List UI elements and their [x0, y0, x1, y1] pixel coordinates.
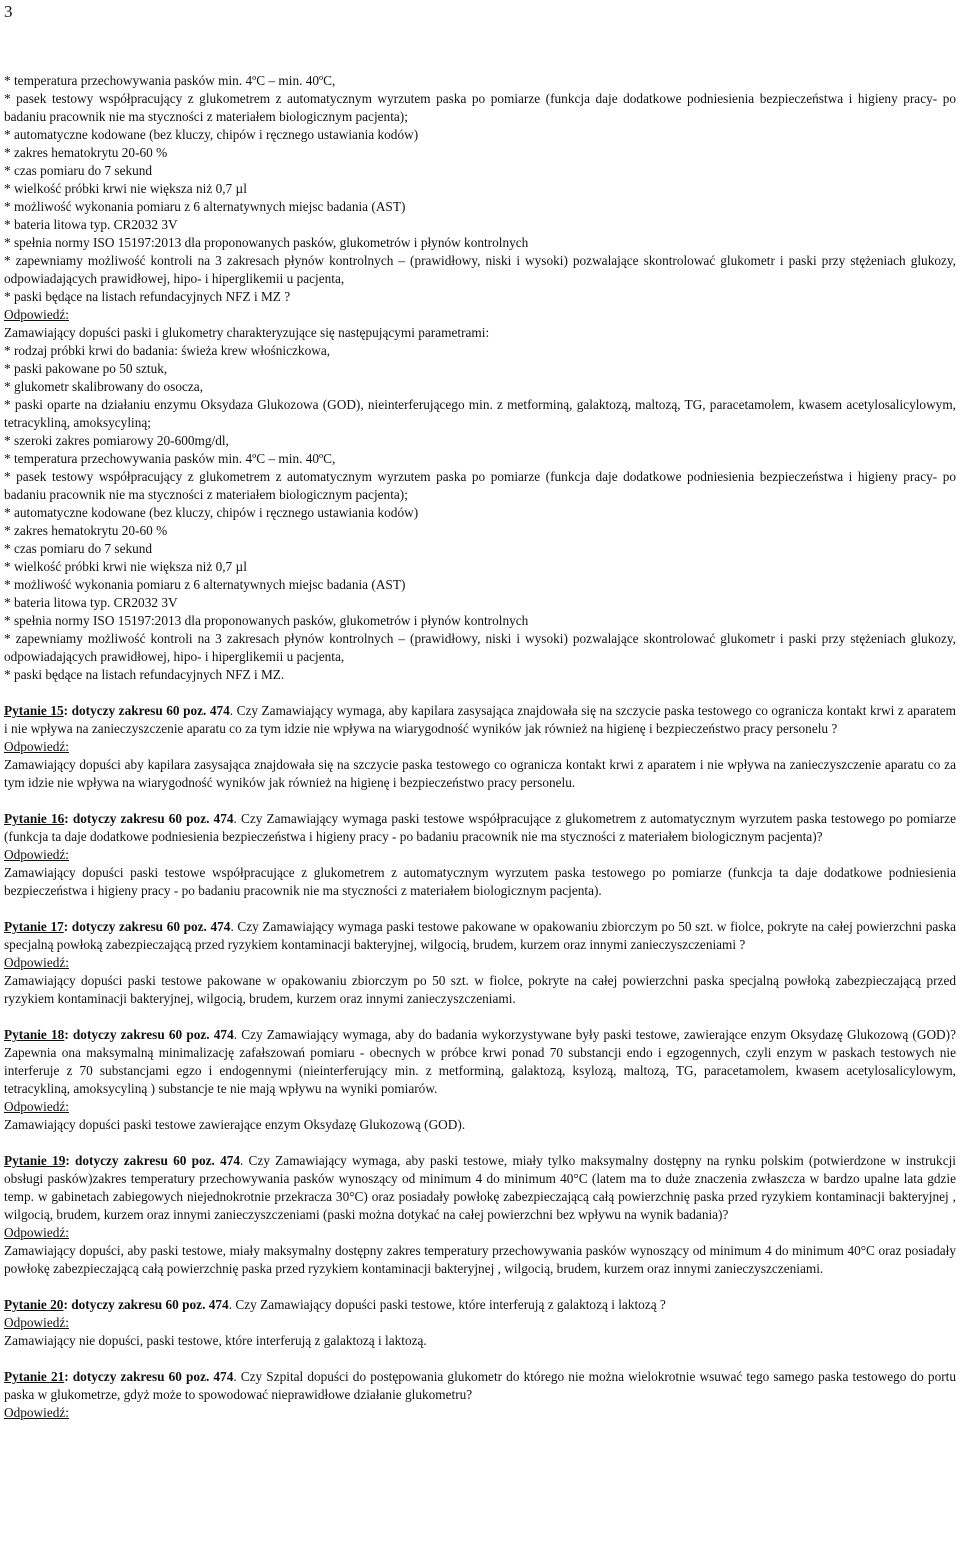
question-text: . Czy Zamawiający wymaga, aby do badania wykorzystywane były paski testowe, zawierające enzym Oksydazę Glukozową (GOD)? Zapewnia ona maksymalną minimalizację zafałszowań pomiaru - obecnych w próbce krwi ponad 70 substancji endo i egzogennych, czyli enzym w paskach testowych nie interferuje z 70 substancjami egzo i endogennymi (nieinterferujący min. z metforminą, galaktozą, ksylozą, maltozą, TG, paracetamolem, kwasem acetylosalicylowym, tetracykliną, amoksycyliną ) substancje te nie mają wpływu na wyniki pomiarów. [4, 1027, 956, 1096]
section-gap [4, 900, 956, 918]
question-paragraph [4, 918, 956, 954]
question-label: Pytanie 20 [4, 1297, 64, 1312]
question-paragraph [4, 810, 956, 846]
answer-label: Odpowiedź: [4, 1405, 69, 1420]
answer-line: * temperatura przechowywania pasków min. 4ºC – min. 40ºC, [4, 451, 336, 466]
answer-line: * bateria litowa typ. CR2032 3V [4, 595, 178, 610]
question-paragraph [4, 1368, 956, 1404]
answer-label: Odpowiedź: [4, 1099, 69, 1114]
question-heading [4, 1369, 233, 1384]
section-gap [4, 684, 956, 702]
question-19 [4, 1152, 956, 1278]
requirement-line: * wielkość próbki krwi nie większa niż 0,7 µl [4, 181, 247, 196]
question-label: Pytanie 21 [4, 1369, 65, 1384]
question-paragraph [4, 1296, 956, 1314]
answer-text: Zamawiający dopuści paski testowe współpracujące z glukometrem z automatycznym wyrzutem paska testowego po pomiarze (funkcja ta daje dodatkowe podniesienia bezpieczeństwa i higieny pracy - po badaniu pracownik nie ma styczności z materiałem biologicznym pacjenta). [4, 865, 956, 898]
question-text: . Czy Zamawiający wymaga, aby paski testowe, miały tylko maksymalny dostępny na rynku polskim (potwierdzone w instrukcji obsługi pasków)zakres temperatury przechowywania pasków wynoszący od minimum 4 do minimum 40°C (latem ma to duże znaczenia zwłaszcza w bardzo upalne lata gdzie temp. w gabinetach zabiegowych niejednokrotnie przekracza 30°C) oraz posiadały powłokę zabezpieczającą całą powierzchnię paska przed ryzykiem kontaminacji bakteryjnej , wilgocią, brudem, kurzem oraz innymi zanieczyszczeniami (paski można dotykać na całej powierzchni bez wpływu na wynik badania)? [4, 1153, 956, 1222]
question-paragraph [4, 1152, 956, 1224]
question-text: . Czy Zamawiający wymaga paski testowe współpracujące z glukometrem z automatycznym wyrzutem paska testowego po pomiarze (funkcja ta daje dodatkowe podniesienia bezpieczeństwa i higieny pracy - po badaniu pracownik nie ma styczności z materiałem biologicznym pacjenta)? [4, 811, 956, 844]
question-scope: : dotyczy zakresu 60 poz. 474 [65, 1153, 241, 1168]
answer-line: Zamawiający dopuści paski i glukometry charakteryzujące się następującymi parametrami: [4, 325, 490, 340]
answer-label: Odpowiedź: [4, 739, 69, 754]
question-paragraph [4, 702, 956, 738]
question-label: Pytanie 17 [4, 919, 64, 934]
requirement-line: * zapewniamy możliwość kontroli na 3 zakresach płynów kontrolnych – (prawidłowy, niski i wysoki) pozwalające skontrolować glukometr i paski przy stężeniach glukozy, odpowiadających prawidłowej, hipo- i hiperglikemii u pacjenta, [4, 253, 956, 286]
answer-label: Odpowiedź: [4, 1225, 69, 1240]
requirement-line: * możliwość wykonania pomiaru z 6 alternatywnych miejsc badania (AST) [4, 199, 406, 214]
question-15 [4, 702, 956, 792]
requirement-line: * czas pomiaru do 7 sekund [4, 163, 153, 178]
question-scope: : dotyczy zakresu 60 poz. 474 [63, 703, 230, 718]
question-label: Pytanie 19 [4, 1153, 66, 1168]
question-heading [4, 1297, 229, 1312]
question-20 [4, 1296, 956, 1350]
answer-line: * paski pakowane po 50 sztuk, [4, 361, 168, 376]
question-heading [4, 1153, 240, 1168]
page-number: 3 [4, 2, 13, 21]
question-heading [4, 811, 234, 826]
answer-line: * możliwość wykonania pomiaru z 6 alternatywnych miejsc badania (AST) [4, 577, 406, 592]
answer-line: * paski będące na listach refundacyjnych NFZ i MZ. [4, 667, 285, 682]
requirement-line: * temperatura przechowywania pasków min. 4ºC – min. 40ºC, [4, 73, 336, 88]
question-heading [4, 703, 230, 718]
requirements-block [4, 72, 956, 684]
answer-line: * spełnia normy ISO 15197:2013 dla proponowanych pasków, glukometrów i płynów kontrolnych [4, 613, 529, 628]
answer-label: Odpowiedź: [4, 307, 69, 322]
answer-line: * zakres hematokrytu 20-60 % [4, 523, 168, 538]
requirement-line: * bateria litowa typ. CR2032 3V [4, 217, 178, 232]
question-text: . Czy Zamawiający wymaga paski testowe pakowane w opakowaniu zbiorczym po 50 szt. w fiolce, pokryte na całej powierzchni paska specjalną powłoką zabezpieczającą przed ryzykiem kontaminacji bakteryjnej, wilgocią, brudem, kurzem oraz innymi zanieczyszczeniami ? [4, 919, 957, 952]
answer-text: Zamawiający nie dopuści, paski testowe, które interferują z galaktozą i laktozą. [4, 1333, 427, 1348]
section-gap [4, 1134, 956, 1152]
answer-label: Odpowiedź: [4, 1315, 69, 1330]
answer-line: * wielkość próbki krwi nie większa niż 0,7 µl [4, 559, 247, 574]
section-gap [4, 1350, 956, 1368]
question-scope: : dotyczy zakresu 60 poz. 474 [63, 1297, 229, 1312]
question-21 [4, 1368, 956, 1422]
question-heading [4, 1027, 234, 1042]
question-text: . Czy Szpital dopuści do postępowania glukometr do którego nie można wielokrotnie wsuwać tego samego paska testowego do portu paska w glukometrze, gdyż może to spowodować nieprawidłowe działanie glukometru? [4, 1369, 956, 1402]
answer-line: * paski oparte na działaniu enzymu Oksydaza Glukozowa (GOD), nieinterferującego min. z metforminą, galaktozą, maltozą, TG, paracetamolem, kwasem acetylosalicylowym, tetracykliną, amoksycyliną; [4, 397, 956, 430]
question-scope: : dotyczy zakresu 60 poz. 474 [64, 1369, 234, 1384]
question-scope: : dotyczy zakresu 60 poz. 474 [63, 919, 231, 934]
answer-label: Odpowiedź: [4, 847, 69, 862]
answer-text: Zamawiający dopuści, aby paski testowe, miały maksymalny dostępny zakres temperatury przechowywania pasków wynoszący od minimum 4 do minimum 40°C oraz posiadały powłokę zabezpieczającą całą powierzchnię paska przed ryzykiem kontaminacji bakteryjnej , wilgocią, brudem, kurzem oraz innymi zanieczyszczeniami. [4, 1243, 956, 1276]
answer-line: * szeroki zakres pomiarowy 20-600mg/dl, [4, 433, 229, 448]
question-scope: : dotyczy zakresu 60 poz. 474 [64, 1027, 234, 1042]
answer-line: * glukometr skalibrowany do osocza, [4, 379, 204, 394]
question-label: Pytanie 16 [4, 811, 65, 826]
answer-line: * zapewniamy możliwość kontroli na 3 zakresach płynów kontrolnych – (prawidłowy, niski i wysoki) pozwalające skontrolować glukometr i paski przy stężeniach glukozy, odpowiadających prawidłowej, hipo- i hiperglikemii u pacjenta, [4, 631, 956, 664]
answer-line: * czas pomiaru do 7 sekund [4, 541, 153, 556]
document-body [4, 72, 956, 1422]
answer-line: * automatyczne kodowane (bez kluczy, chipów i ręcznego ustawiania kodów) [4, 505, 419, 520]
question-heading [4, 919, 230, 934]
requirement-line: * zakres hematokrytu 20-60 % [4, 145, 168, 160]
answer-text: Zamawiający dopuści aby kapilara zasysająca znajdowała się na szczycie paska testowego co ogranicza kontakt krwi z aparatem i nie wpływa na zanieczyszczenie aparatu co za tym idzie nie wpływa na wiarygodność wyników jak również na higienę i bezpieczeństwo pracy personelu. [4, 757, 956, 790]
answer-line: * rodzaj próbki krwi do badania: świeża krew włośniczkowa, [4, 343, 331, 358]
section-gap [4, 792, 956, 810]
question-paragraph [4, 1026, 956, 1098]
question-17 [4, 918, 956, 1008]
section-gap [4, 1008, 956, 1026]
question-scope: : dotyczy zakresu 60 poz. 474 [64, 811, 234, 826]
answer-line: * pasek testowy współpracujący z glukometrem z automatycznym wyrzutem paska po pomiarze (funkcja daje dodatkowe podniesienia bezpieczeństwa i higieny pracy- po badaniu pracownik nie ma styczności z materiałem biologicznym pacjenta); [4, 469, 956, 502]
requirement-line: * automatyczne kodowane (bez kluczy, chipów i ręcznego ustawiania kodów) [4, 127, 419, 142]
answer-text: Zamawiający dopuści paski testowe zawierające enzym Oksydazę Glukozową (GOD). [4, 1117, 466, 1132]
section-gap [4, 1278, 956, 1296]
requirement-line: * paski będące na listach refundacyjnych NFZ i MZ ? [4, 289, 291, 304]
question-18 [4, 1026, 956, 1134]
requirement-line: * spełnia normy ISO 15197:2013 dla proponowanych pasków, glukometrów i płynów kontrolnych [4, 235, 529, 250]
answer-text: Zamawiający dopuści paski testowe pakowane w opakowaniu zbiorczym po 50 szt. w fiolce, pokryte na całej powierzchni paska specjalną powłoką zabezpieczającą przed ryzykiem kontaminacji bakteryjnej, wilgocią, brudem, kurzem oraz innymi zanieczyszczeniami. [4, 973, 956, 1006]
question-text: . Czy Zamawiający dopuści paski testowe, które interferują z galaktozą i laktozą ? [228, 1297, 666, 1312]
question-label: Pytanie 18 [4, 1027, 65, 1042]
requirement-line: * pasek testowy współpracujący z glukometrem z automatycznym wyrzutem paska po pomiarze (funkcja daje dodatkowe podniesienia bezpieczeństwa i higieny pracy- po badaniu pracownik nie ma styczności z materiałem biologicznym pacjenta); [4, 91, 956, 124]
question-text: . Czy Zamawiający wymaga, aby kapilara zasysająca znajdowała się na szczycie paska testowego co ogranicza kontakt krwi z aparatem i nie wpływa na zanieczyszczenie aparatu co za tym idzie nie wpływa na wiarygodność wyników jak również na higienę i bezpieczeństwo pracy personelu ? [4, 703, 956, 736]
answer-label: Odpowiedź: [4, 955, 69, 970]
question-label: Pytanie 15 [4, 703, 64, 718]
question-16 [4, 810, 956, 900]
